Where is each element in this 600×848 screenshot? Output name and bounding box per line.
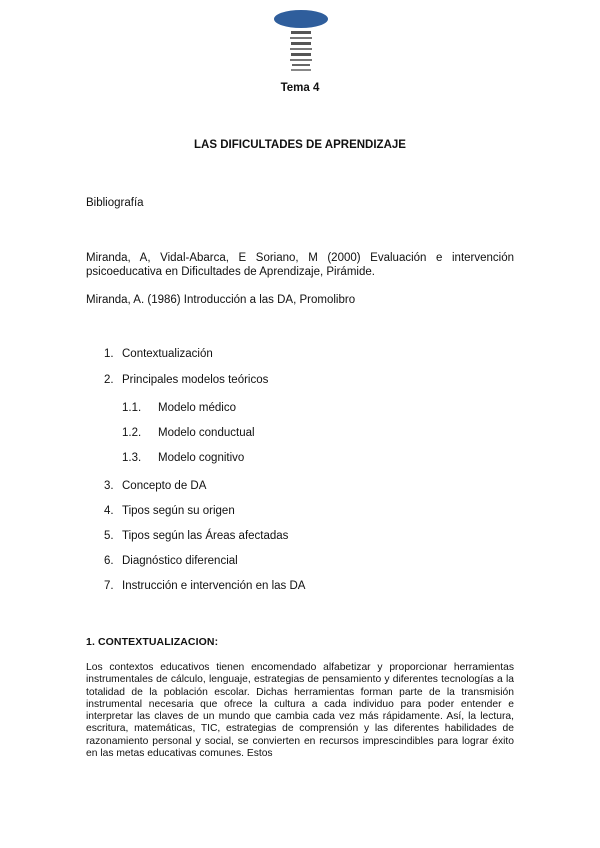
toc-label: Instrucción e intervención en las DA <box>122 580 306 592</box>
toc-label: Modelo médico <box>158 402 236 414</box>
document-subtitle: LAS DIFICULTADES DE APRENDIZAJE <box>194 139 406 151</box>
toc-number: 7. <box>104 580 114 592</box>
toc-number: 6. <box>104 555 114 567</box>
toc-number: 1.2. <box>122 427 142 439</box>
toc-number: 1.3. <box>122 452 142 464</box>
toc-label: Modelo cognitivo <box>158 452 245 464</box>
logo-bar <box>291 42 311 45</box>
toc-label: Tipos según su origen <box>122 505 235 517</box>
bibliography-ref: Miranda, A. (1986) Introducción a las DA, Promolibro <box>86 294 356 306</box>
toc-label: Diagnóstico diferencial <box>122 555 238 567</box>
bibliography-heading: Bibliografía <box>86 197 144 209</box>
toc-number: 5. <box>104 530 114 542</box>
bibliography-ref: Miranda, A, Vidal-Abarca, E Soriano, M (2000) Evaluación e intervención psicoeducativa en Dificultades de Aprendizaje, Pirámide. <box>86 252 514 278</box>
section-body-text: Los contextos educativos tienen encomendado alfabetizar y proporcionar herramientas instrumentales de cálculo, lenguaje, estrategias de pensamiento y diferentes tecnologías a la totalidad de la población escolar. Dichas herramientas forman parte de la transmisión instrumental necesaria que ofrece la cultura a cada individuo para poder entender e interpretar las claves de un mundo que cambia cada vez más rápidamente. Así, la lectura, escritura, matemáticas, TIC, estrategias de comprensión y las diferentes habilidades de razonamiento personal y social, se convierten en recursos imprescindibles para lograr éxito en las metas educativas comunes. Estos <box>86 662 514 760</box>
toc-number: 3. <box>104 480 114 492</box>
university-logo <box>273 9 329 93</box>
logo-bar <box>290 37 312 39</box>
logo-ellipse <box>274 10 328 28</box>
toc-label: Modelo conductual <box>158 427 255 439</box>
toc-label: Tipos según las Áreas afectadas <box>122 530 289 542</box>
toc-number: 1. <box>104 348 114 360</box>
logo-bar <box>290 59 312 61</box>
logo-bar <box>291 53 311 56</box>
toc-number: 2. <box>104 374 114 386</box>
section-heading: 1. CONTEXTUALIZACION: <box>86 636 219 648</box>
logo-bar <box>291 69 311 71</box>
logo-bar <box>291 31 311 34</box>
logo-bar <box>290 48 312 50</box>
logo-bar <box>292 64 310 66</box>
toc-label: Concepto de DA <box>122 480 207 492</box>
toc-number: 4. <box>104 505 114 517</box>
toc-number: 1.1. <box>122 402 142 414</box>
toc-label: Principales modelos teóricos <box>122 374 269 386</box>
toc-label: Contextualización <box>122 348 213 360</box>
page-title: Tema 4 <box>280 82 320 94</box>
